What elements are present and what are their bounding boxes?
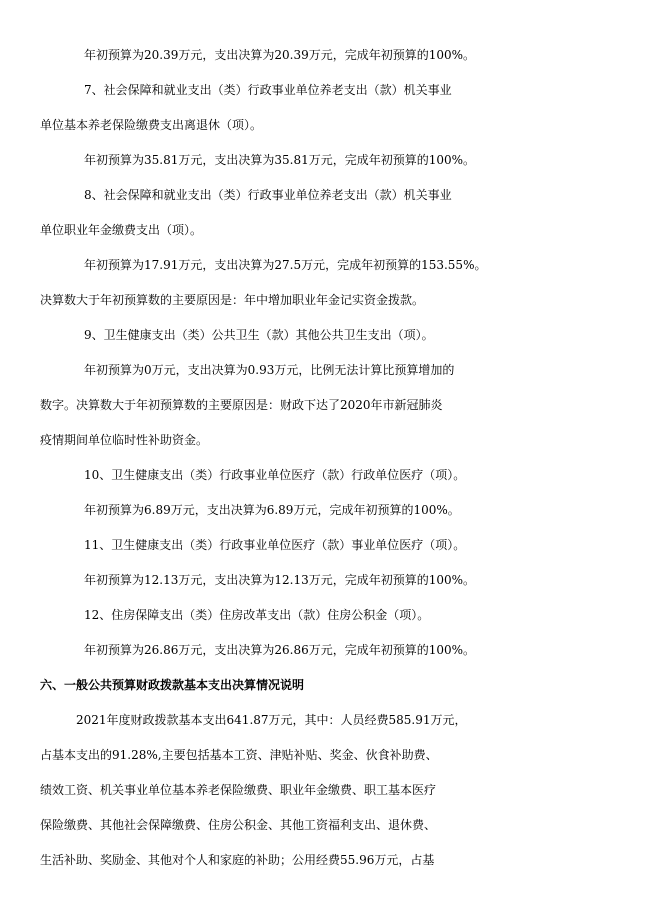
text-line: 决算数大于年初预算数的主要原因是：年中增加职业年金记实资金拨款。 — [40, 293, 425, 307]
text-line: 保险缴费、其他社会保障缴费、住房公积金、其他工资福利支出、退休费、 — [40, 818, 437, 832]
text-line: 年初预算为17.91万元，支出决算为27.5万元，完成年初预算的153.55%。 — [84, 258, 487, 272]
text-line: 年初预算为12.13万元，支出决算为12.13万元，完成年初预算的100%。 — [84, 573, 476, 587]
text-line: 单位基本养老保险缴费支出离退休（项）。 — [40, 118, 263, 132]
text-line: 年初预算为26.86万元，支出决算为26.86万元，完成年初预算的100%。 — [84, 643, 476, 657]
text-line: 12、住房保障支出（类）住房改革支出（款）住房公积金（项）。 — [84, 608, 430, 622]
section-heading: 六、一般公共预算财政拨款基本支出决算情况说明 — [40, 678, 305, 692]
text-line: 9、卫生健康支出（类）公共卫生（款）其他公共卫生支出（项）。 — [84, 328, 434, 342]
text-line: 11、卫生健康支出（类）行政事业单位医疗（款）事业单位医疗（项）。 — [84, 538, 466, 552]
text-line: 数字。决算数大于年初预算数的主要原因是：财政下达了2020年市新冠肺炎 — [40, 398, 443, 412]
text-line: 生活补助、奖励金、其他对个人和家庭的补助；公用经费55.96万元，占基 — [40, 853, 435, 867]
text-line: 10、卫生健康支出（类）行政事业单位医疗（款）行政单位医疗（项）。 — [84, 468, 466, 482]
text-line: 7、社会保障和就业支出（类）行政事业单位养老支出（款）机关事业 — [84, 83, 452, 97]
text-line: 年初预算为20.39万元，支出决算为20.39万元，完成年初预算的100%。 — [84, 48, 476, 62]
text-line: 单位职业年金缴费支出（项）。 — [40, 223, 203, 237]
text-line: 占基本支出的91.28%,主要包括基本工资、津贴补贴、奖金、伙食补助费、 — [40, 748, 438, 762]
text-line: 绩效工资、机关事业单位基本养老保险缴费、职业年金缴费、职工基本医疗 — [40, 783, 437, 797]
text-line: 年初预算为0万元，支出决算为0.93万元，比例无法计算比预算增加的 — [84, 363, 455, 377]
text-line: 2021年度财政拨款基本支出641.87万元，其中：人员经费585.91万元， — [76, 713, 467, 727]
text-line: 年初预算为6.89万元，支出决算为6.89万元，完成年初预算的100%。 — [84, 503, 460, 517]
text-line: 8、社会保障和就业支出（类）行政事业单位养老支出（款）机关事业 — [84, 188, 452, 202]
text-line: 疫情期间单位临时性补助资金。 — [40, 433, 209, 447]
text-line: 年初预算为35.81万元，支出决算为35.81万元，完成年初预算的100%。 — [84, 153, 476, 167]
